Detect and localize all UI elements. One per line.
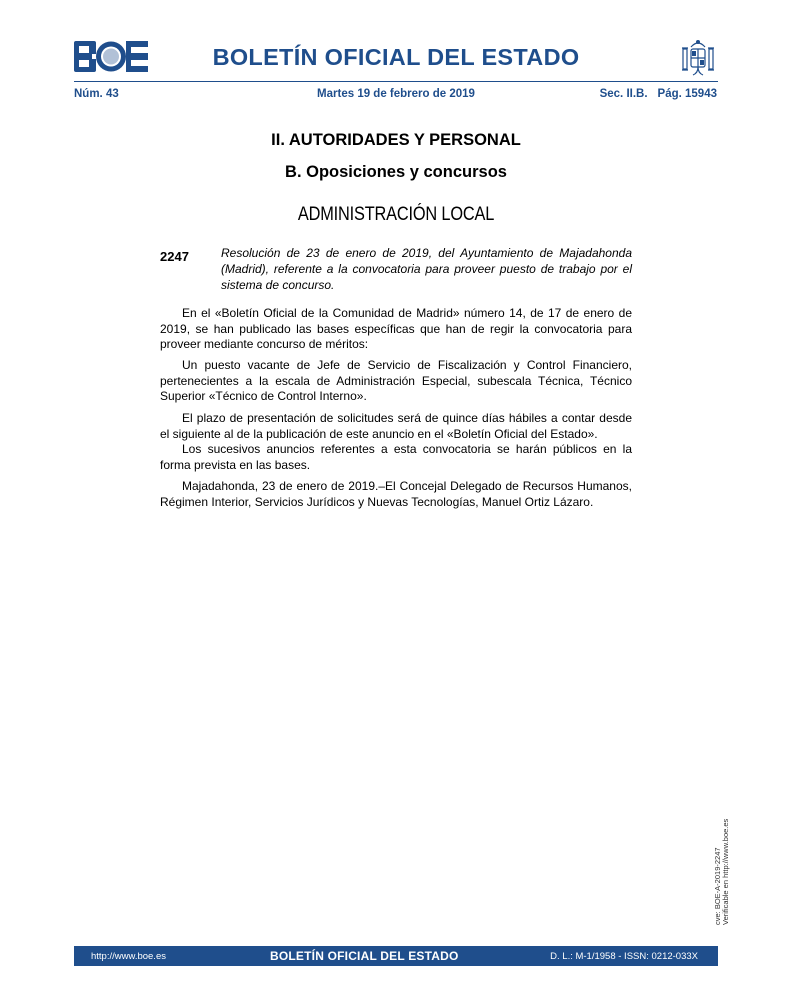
- resolution-summary: Resolución de 23 de enero de 2019, del Ayuntamiento de Majadahonda (Madrid), referente a la convocatoria para proveer puesto de trabajo por el sistema de concurso.: [221, 246, 632, 292]
- body-paragraph: [160, 306, 632, 353]
- body-paragraph: [160, 358, 632, 405]
- paragraph-text: El plazo de presentación de solicitudes será de quince días hábiles a contar desde el siguiente al de la publicación de este anuncio en el «Boletín Oficial del Estado».: [160, 411, 632, 441]
- body-paragraph: [160, 411, 632, 473]
- issue-date: Martes 19 de febrero de 2019: [317, 88, 475, 100]
- section-subtitle: B. Oposiciones y concursos: [285, 163, 507, 181]
- section-code: Sec. II.B.: [599, 88, 648, 100]
- header-title: BOLETÍN OFICIAL DEL ESTADO: [212, 44, 580, 70]
- section-page: [600, 88, 717, 100]
- page-number: Pág. 15943: [657, 88, 717, 100]
- verification-url[interactable]: Verificable en http://www.boe.es: [721, 818, 730, 925]
- paragraph-text: Los sucesivos anuncios referentes a esta convocatoria se harán públicos en la forma prevista en las bases.: [160, 442, 632, 472]
- issue-number: Núm. 43: [74, 88, 119, 100]
- verification-code: cve: BOE-A-2019-2247: [713, 847, 722, 925]
- verification-block: [713, 815, 730, 925]
- boe-logo: [74, 41, 148, 72]
- footer-legal-info: D. L.: M-1/1958 - ISSN: 0212-033X: [550, 951, 698, 962]
- signature-paragraph: [160, 479, 632, 510]
- resolution-number: 2247: [160, 249, 189, 264]
- section-title: II. AUTORIDADES Y PERSONAL: [271, 131, 521, 149]
- footer-title: BOLETÍN OFICIAL DEL ESTADO: [270, 949, 459, 963]
- footer-url-link[interactable]: http://www.boe.es: [91, 951, 166, 962]
- signature-text: Majadahonda, 23 de enero de 2019.–El Concejal Delegado de Recursos Humanos, Régimen Interior, Servicios Jurídicos y Nuevas Tecnologías, Manuel Ortiz Lázaro.: [160, 479, 632, 509]
- coat-of-arms-icon: [679, 37, 717, 77]
- administration-heading: ADMINISTRACIÓN LOCAL: [297, 204, 495, 225]
- paragraph-text: Un puesto vacante de Jefe de Servicio de Fiscalización y Control Financiero, pertenecientes a la escala de Administración Especial, subescala Técnica, Técnico Superior «Técnico de Control Interno».: [160, 358, 632, 403]
- paragraph-text: En el «Boletín Oficial de la Comunidad de Madrid» número 14, de 17 de enero de 2019, se han publicado las bases específicas que han de regir la convocatoria para proveer mediante concurso de méritos:: [160, 306, 632, 351]
- footer-bar: [74, 946, 718, 966]
- header-rule: [74, 81, 718, 82]
